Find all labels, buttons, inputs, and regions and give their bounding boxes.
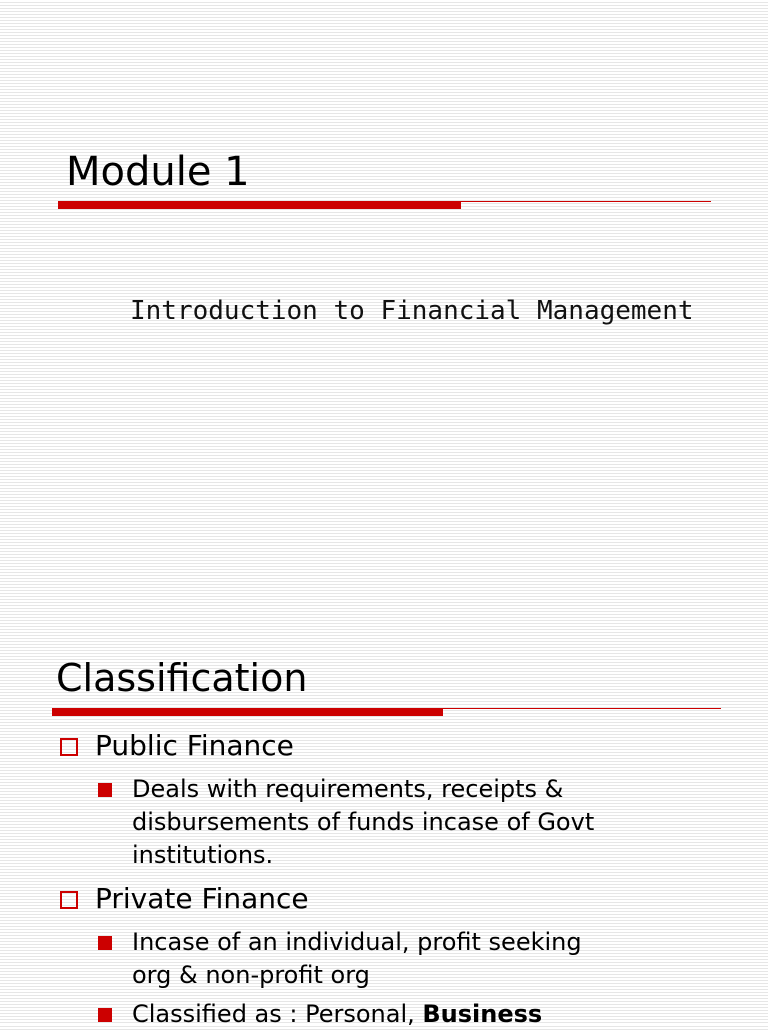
text-line: disbursements of funds incase of Govt bbox=[132, 808, 595, 836]
text-prefix: Classified as : Personal, bbox=[132, 1000, 423, 1028]
filled-square-bullet-icon bbox=[98, 783, 112, 797]
list-item-label: Private Finance bbox=[95, 882, 309, 915]
hollow-square-bullet-icon bbox=[60, 738, 78, 756]
list-item-label: Public Finance bbox=[95, 729, 294, 762]
title-underline-thick bbox=[52, 708, 443, 716]
hollow-square-bullet-icon bbox=[60, 891, 78, 909]
text-line: institutions. bbox=[132, 841, 274, 869]
text-line: Deals with requirements, receipts & bbox=[132, 775, 564, 803]
sub-list-item-text bbox=[132, 926, 582, 992]
sub-list-item-text bbox=[132, 773, 594, 872]
title-underline-thin bbox=[443, 708, 721, 709]
slide-title: Module 1 bbox=[66, 149, 250, 195]
slide-classification bbox=[0, 632, 768, 1028]
sub-list-item-text bbox=[132, 998, 542, 1031]
filled-square-bullet-icon bbox=[98, 1008, 112, 1022]
title-underline-thin bbox=[461, 201, 711, 202]
text-line: Incase of an individual, profit seeking bbox=[132, 928, 582, 956]
slide-subtitle: Introduction to Financial Management bbox=[130, 296, 694, 326]
text-line: org & non-profit org bbox=[132, 961, 370, 989]
text-bold: Business bbox=[422, 1000, 543, 1028]
slide-title: Classification bbox=[56, 656, 308, 700]
title-underline-thick bbox=[58, 201, 461, 209]
filled-square-bullet-icon bbox=[98, 936, 112, 950]
